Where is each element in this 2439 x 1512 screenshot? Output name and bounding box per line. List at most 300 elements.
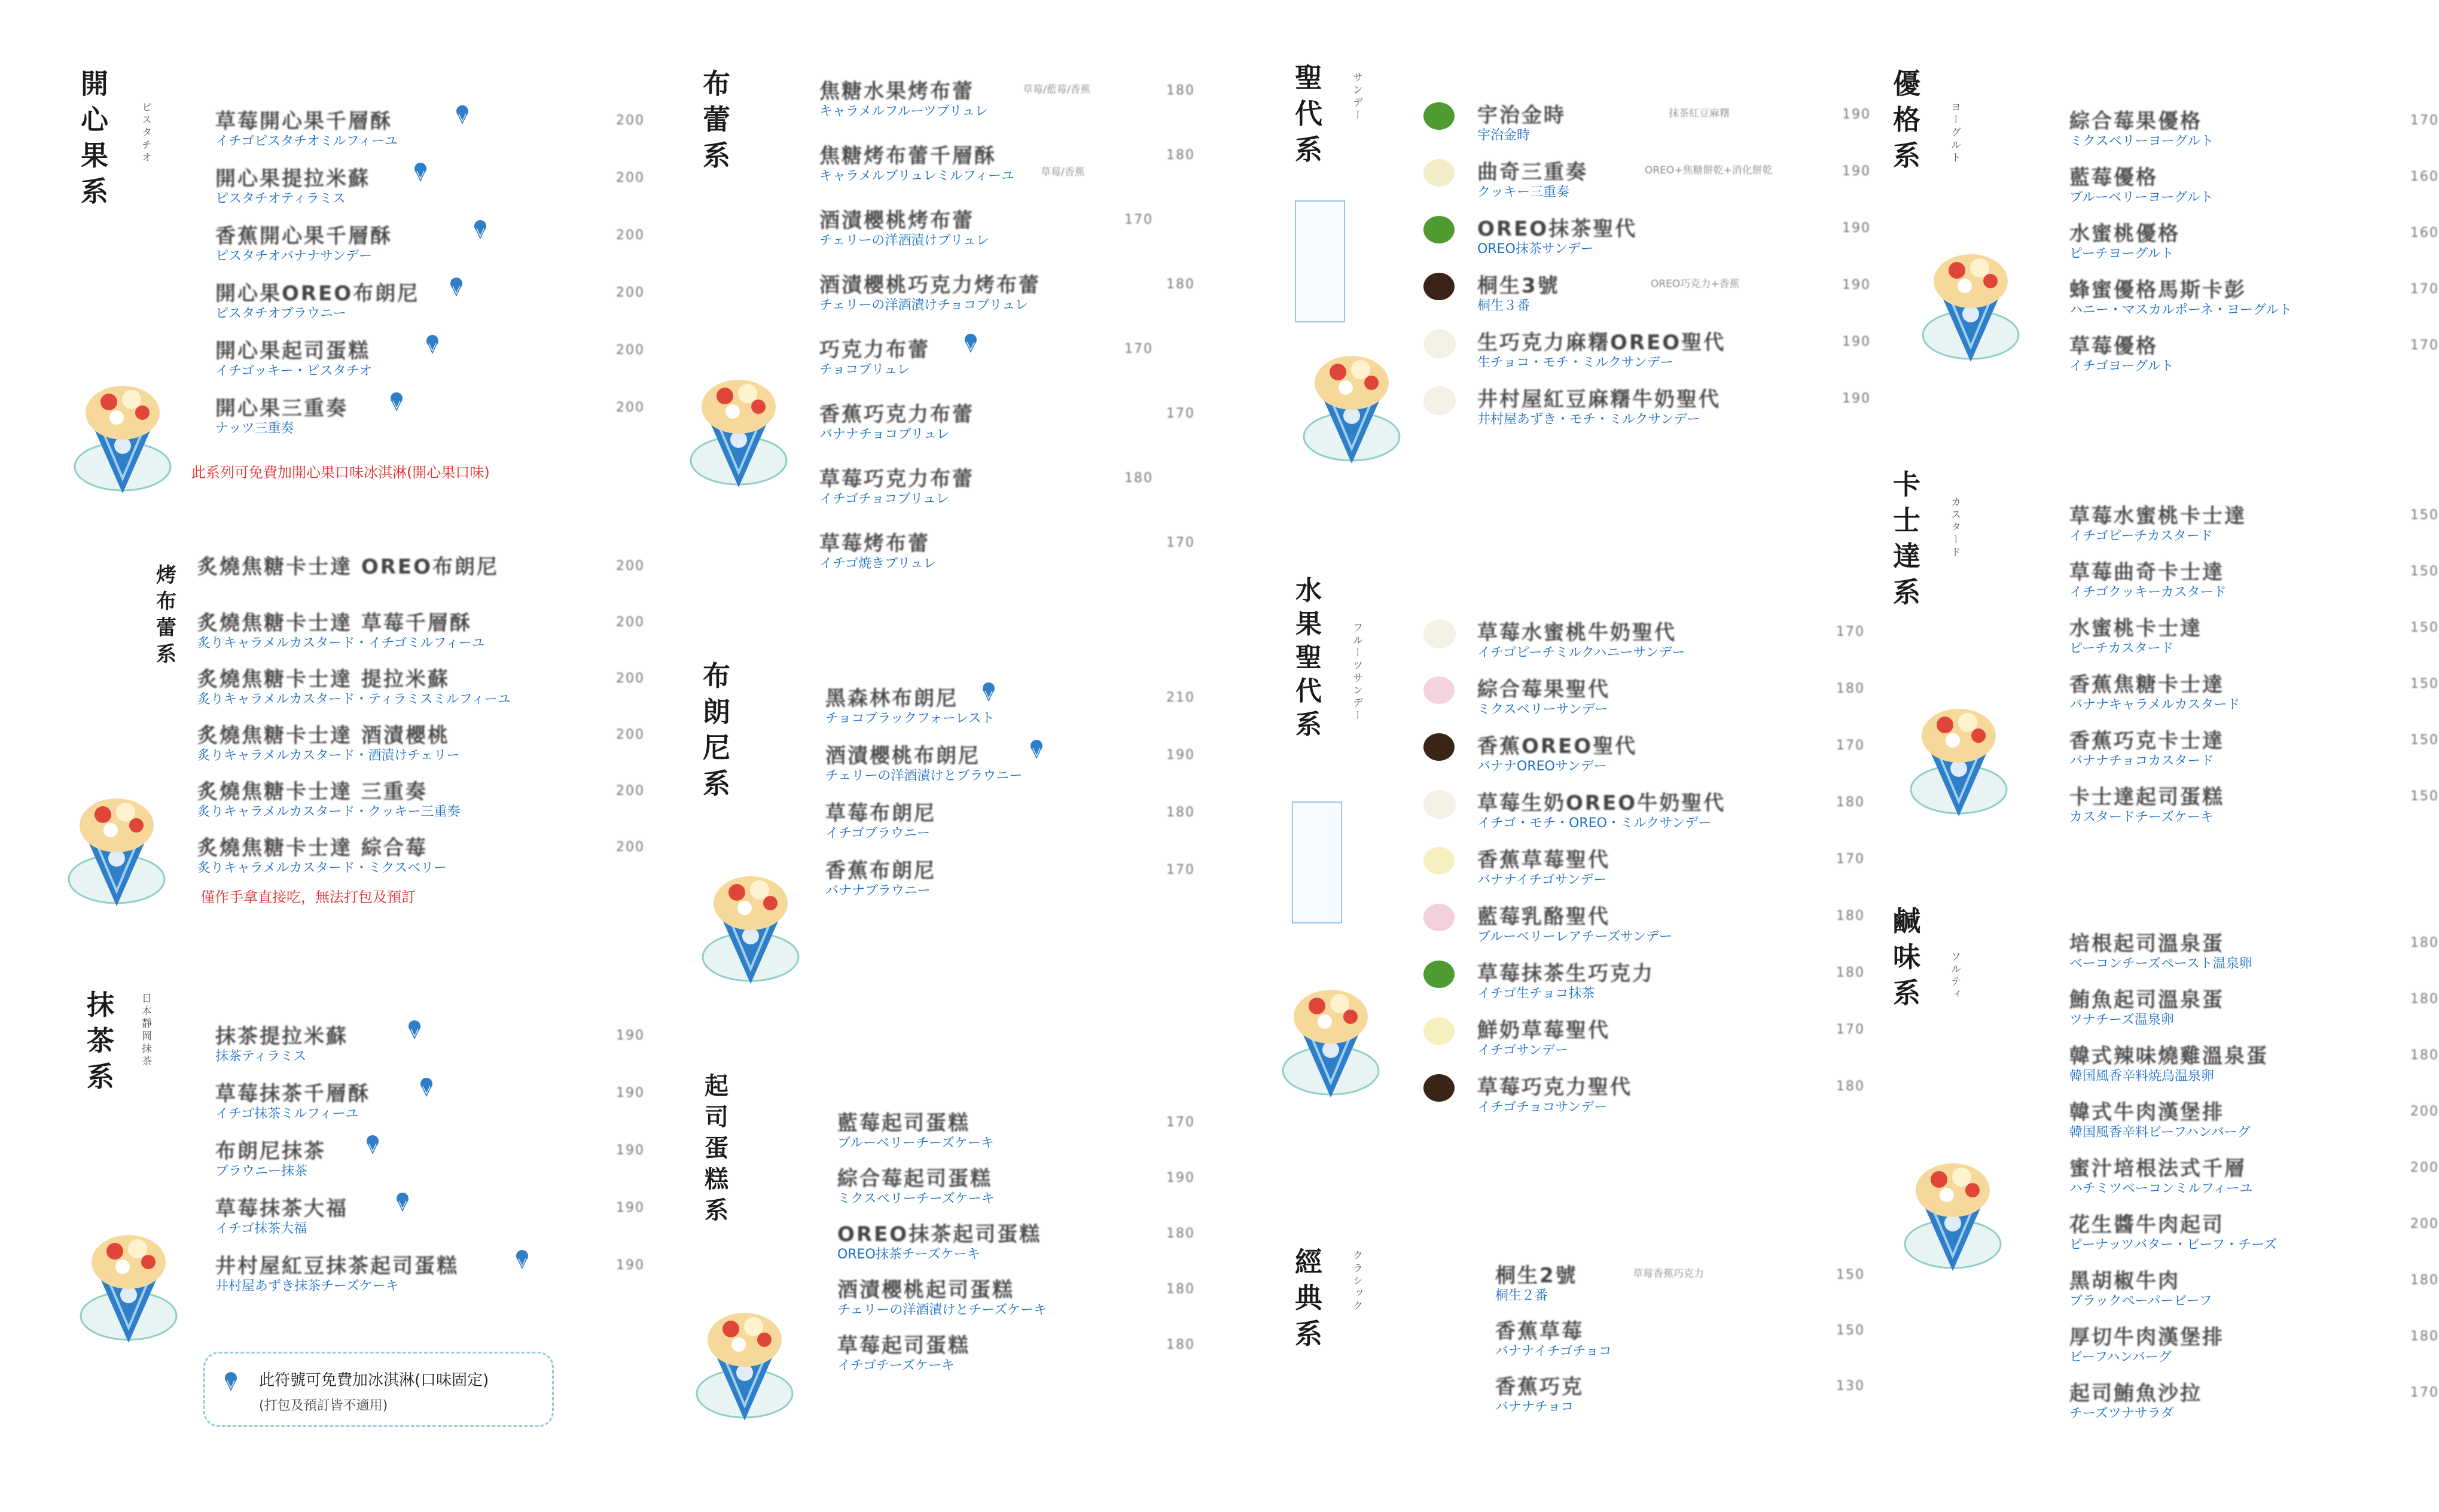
title-char: 系: [87, 1060, 114, 1093]
item-note: 草莓/香蕉: [1041, 166, 1085, 178]
title-char: 系: [703, 767, 730, 800]
item-price: 130: [1836, 1379, 1865, 1394]
item-price: 170: [2410, 1385, 2439, 1400]
title-char: 系: [705, 1196, 728, 1224]
section-subtitle: サンデー: [1350, 72, 1362, 122]
title-char: 抹: [87, 989, 114, 1021]
item-price: 200: [616, 170, 645, 185]
menu-item[interactable]: [2069, 1377, 2439, 1433]
item-name: 草莓抹茶生巧克力: [1477, 962, 1654, 986]
ice-cream-icon: [425, 334, 440, 355]
item-price: 180: [2410, 1329, 2439, 1344]
section-subtitle: フルーツサンデー: [1350, 622, 1362, 723]
section-note: 此系列可免費加開心果口味冰淇淋(開心果口味): [191, 464, 490, 481]
item-name: OREO抹茶聖代: [1477, 217, 1638, 241]
menu-item[interactable]: [825, 739, 1280, 797]
item-price: 170: [1836, 738, 1865, 753]
item-jp: イチゴチョコサンデー: [1477, 1100, 1608, 1115]
menu-item[interactable]: [2069, 556, 2439, 612]
item-price: 150: [2410, 508, 2439, 523]
menu-item[interactable]: [825, 854, 1280, 912]
menu-item[interactable]: [837, 1218, 1280, 1273]
menu-item[interactable]: [215, 162, 646, 220]
item-name: 藍莓乳酪聖代: [1477, 905, 1610, 929]
item-jp: バナナキャラメルカスタード: [2069, 697, 2240, 712]
item-name: 開心果OREO布朗尼: [215, 282, 420, 306]
item-price: 180: [1836, 795, 1865, 810]
crepe-illustration: [1920, 233, 2022, 365]
item-name: 井村屋紅豆抹茶起司蛋糕: [215, 1254, 459, 1278]
menu-item[interactable]: [197, 831, 652, 888]
item-name: 藍莓優格: [2069, 166, 2158, 190]
item-jp: イチゴ生チョコ抹茶: [1477, 986, 1595, 1001]
item-price: 180: [1166, 1337, 1195, 1352]
menu-item[interactable]: [215, 1077, 646, 1135]
item-name: 酒漬櫻桃起司蛋糕: [837, 1278, 1014, 1302]
menu-item[interactable]: [1477, 212, 1896, 269]
menu-item[interactable]: [2069, 724, 2439, 781]
item-jp: イチゴ抹茶大福: [215, 1221, 307, 1236]
flavor-dot: [1423, 676, 1455, 704]
item-price: 190: [1166, 1170, 1195, 1185]
item-price: 180: [2410, 1273, 2439, 1288]
ice-cream-icon: [963, 333, 978, 353]
section-subtitle: カスタード: [1949, 496, 1961, 559]
title-char: 鹹: [1893, 905, 1920, 937]
menu-item[interactable]: [837, 1106, 1280, 1162]
title-char: 系: [1295, 1318, 1322, 1350]
menu-item[interactable]: [2069, 161, 2439, 217]
section-subtitle: ソルティ: [1949, 951, 1961, 1001]
title-char: 布: [703, 68, 730, 100]
menu-item[interactable]: [825, 797, 1280, 854]
section-title: [1890, 903, 1923, 1011]
menu-item[interactable]: [2069, 330, 2439, 386]
item-jp: カスタードチーズケーキ: [2069, 810, 2214, 825]
item-price: 190: [616, 1143, 645, 1158]
item-jp: 宇治金時: [1477, 128, 1531, 143]
menu-item[interactable]: [197, 775, 652, 831]
item-name: 曲奇三重奏: [1477, 160, 1588, 184]
menu-item[interactable]: [2069, 217, 2439, 273]
item-price: 210: [1166, 690, 1195, 705]
item-price: 160: [2410, 225, 2439, 240]
title-char: 果: [81, 139, 108, 172]
sandae-info-box: [1295, 200, 1345, 322]
section-title: [150, 562, 183, 667]
item-note: 抹茶紅豆麻糬: [1669, 108, 1730, 120]
menu-item[interactable]: [1477, 1014, 1896, 1071]
item-name: 草莓起司蛋糕: [837, 1334, 970, 1358]
item-price: 200: [616, 285, 645, 300]
item-name: 草莓抹茶大福: [215, 1197, 348, 1221]
item-name: 草莓烤布蕾: [819, 532, 930, 556]
menu-item[interactable]: [215, 1020, 646, 1077]
title-char: 士: [1893, 504, 1920, 536]
ice-cream-icon: [981, 682, 996, 702]
crepe-illustration: [1908, 688, 2010, 819]
item-name: 酒漬櫻桃巧克力烤布蕾: [819, 273, 1041, 297]
menu-item[interactable]: [1495, 1315, 1890, 1370]
item-list: [215, 105, 646, 449]
item-price: 170: [2410, 282, 2439, 297]
title-char: 聖: [1295, 642, 1322, 673]
menu-item[interactable]: [2069, 1040, 2439, 1096]
item-name: 草莓抹茶千層酥: [215, 1082, 370, 1106]
flavor-dot: [1423, 1074, 1455, 1102]
item-jp: 井村屋あずき・モチ・ミルクサンデー: [1477, 412, 1700, 427]
menu-item[interactable]: [1495, 1259, 1890, 1315]
item-name: 炙燒焦糖卡士達 草莓千層酥: [197, 611, 472, 635]
item-price: 170: [1166, 1115, 1195, 1130]
item-jp: チェリーの洋酒漬けブリュレ: [819, 233, 989, 248]
item-price: 180: [1166, 148, 1195, 163]
item-price: 170: [2410, 338, 2439, 353]
menu-item[interactable]: [2069, 499, 2439, 556]
item-note: 草莓香蕉巧克力: [1633, 1268, 1704, 1280]
title-char: 經: [1295, 1246, 1322, 1278]
item-price: 180: [1166, 83, 1195, 98]
item-price: 180: [2410, 1048, 2439, 1063]
item-name: 黑胡椒牛肉: [2069, 1269, 2180, 1293]
menu-item[interactable]: [1477, 673, 1896, 730]
flavor-dot: [1423, 386, 1456, 415]
item-jp: イチゴサンデー: [1477, 1043, 1569, 1058]
flavor-dot: [1423, 847, 1455, 874]
title-char: 代: [1295, 676, 1322, 706]
title-char: 果: [1295, 609, 1322, 639]
menu-item[interactable]: [1477, 616, 1896, 673]
menu-item[interactable]: [215, 1135, 646, 1192]
item-jp: バナナイチゴサンデー: [1477, 873, 1607, 888]
menu-item[interactable]: [215, 392, 646, 449]
menu-item[interactable]: [215, 334, 646, 392]
item-name: 香蕉巧克力布蕾: [819, 403, 974, 426]
item-list: [197, 550, 652, 888]
menu-item[interactable]: [2069, 1264, 2439, 1321]
item-jp: ナッツ三重奏: [215, 421, 294, 436]
item-price: 170: [1166, 862, 1195, 877]
item-jp: 炙りキャラメルカスタード・ティラミスミルフィーユ: [197, 692, 511, 707]
flavor-dot: [1423, 904, 1455, 931]
item-jp: バナナチョコブリュレ: [819, 427, 950, 442]
item-jp: ハチミツベーコンミルフィーユ: [2069, 1181, 2253, 1196]
section-title: [1292, 60, 1325, 167]
menu-item[interactable]: [197, 606, 652, 663]
section-subtitle: ヨーグルト: [1949, 102, 1961, 164]
item-name: 焦糖烤布蕾千層酥: [819, 144, 996, 168]
menu-item[interactable]: [215, 1249, 646, 1307]
item-jp: ブルーベリーヨーグルト: [2069, 190, 2214, 205]
item-price: 150: [1836, 1267, 1865, 1282]
item-name: 香蕉草莓聖代: [1477, 848, 1610, 872]
item-name: 酒漬櫻桃烤布蕾: [819, 209, 974, 233]
section-title: [84, 987, 117, 1095]
item-price: 200: [616, 113, 645, 128]
menu-item[interactable]: [2069, 612, 2439, 668]
menu-item[interactable]: [1477, 900, 1896, 957]
item-price: 160: [2410, 169, 2439, 184]
section-title: [1292, 1244, 1325, 1352]
menu-item[interactable]: [1477, 383, 1896, 440]
menu-item[interactable]: [1477, 730, 1896, 787]
legend-text: 此符號可免費加冰淇淋(口味固定): [259, 1371, 489, 1389]
item-jp: イチゴピーチカスタード: [2069, 529, 2213, 544]
item-jp: ピスタチオティラミス: [215, 191, 346, 206]
item-jp: ブルーベリーレアチーズサンデー: [1477, 929, 1673, 944]
menu-item[interactable]: [197, 663, 652, 719]
menu-item[interactable]: [837, 1162, 1280, 1218]
item-jp: 桐生２番: [1495, 1288, 1548, 1303]
menu-item[interactable]: [837, 1273, 1280, 1329]
item-note: OREO巧克力+香蕉: [1651, 278, 1740, 290]
menu-item[interactable]: [825, 682, 1280, 739]
item-jp: バナナチョコ: [1495, 1400, 1574, 1415]
item-name: 草莓優格: [2069, 334, 2158, 358]
crepe-illustration: [1280, 969, 1382, 1101]
item-jp: ブルーベリーチーズケーキ: [837, 1136, 995, 1151]
item-price: 200: [616, 559, 645, 574]
item-jp: チェリーの洋酒漬けとブラウニー: [825, 769, 1023, 784]
title-char: 系: [1893, 977, 1920, 1009]
item-price: 190: [1842, 221, 1871, 236]
item-name: 韓式辣味燒雞溫泉蛋: [2069, 1044, 2269, 1068]
title-char: 系: [1295, 709, 1322, 740]
menu-item[interactable]: [1477, 99, 1896, 156]
menu-item[interactable]: [197, 719, 652, 775]
menu-item[interactable]: [2069, 983, 2439, 1040]
flavor-dot: [1423, 159, 1455, 187]
menu-item[interactable]: [1477, 269, 1896, 326]
item-jp: チェリーの洋酒漬けとチーズケーキ: [837, 1303, 1047, 1318]
item-price: 180: [1166, 1226, 1195, 1241]
item-jp: 炙りキャラメルカスタード・ミクスベリー: [197, 861, 447, 876]
item-name: 炙燒焦糖卡士達 提拉米蘇: [197, 667, 450, 691]
flavor-dot: [1423, 961, 1455, 988]
item-price: 190: [1842, 391, 1871, 406]
item-name: 炙燒焦糖卡士達 三重奏: [197, 780, 428, 804]
item-price: 200: [616, 727, 645, 742]
menu-item[interactable]: [2069, 668, 2439, 724]
item-jp: イチゴチョコブリュレ: [819, 492, 949, 507]
ice-cream-icon: [223, 1371, 239, 1392]
item-jp: イチゴピスタチオミルフィーユ: [215, 134, 398, 149]
item-jp: イチゴッキー・ピスタチオ: [215, 364, 373, 379]
item-price: 200: [616, 400, 645, 415]
ice-cream-icon: [514, 1249, 530, 1270]
item-name: 桐生2號: [1495, 1264, 1578, 1288]
item-price: 190: [616, 1200, 645, 1215]
menu-item[interactable]: [2069, 927, 2439, 983]
item-jp: ピスタチオバナナサンデー: [215, 249, 373, 264]
item-jp: 井村屋あずき抹茶チーズケーキ: [215, 1279, 399, 1294]
item-note: 草莓/藍莓/香蕉: [1023, 84, 1091, 96]
item-price: 180: [1836, 681, 1865, 696]
title-char: 布: [703, 660, 730, 692]
menu-item[interactable]: [2069, 781, 2439, 837]
item-price: 200: [2410, 1104, 2439, 1119]
flavor-dot: [1423, 216, 1455, 243]
item-price: 170: [1166, 535, 1195, 550]
title-char: 系: [1295, 133, 1322, 166]
item-price: 200: [616, 228, 645, 243]
flavor-dot: [1423, 790, 1456, 819]
title-char: 朗: [703, 696, 730, 728]
menu-item[interactable]: [2069, 1208, 2439, 1264]
item-name: 藍莓起司蛋糕: [837, 1111, 970, 1135]
item-price: 190: [1842, 107, 1871, 122]
menu-item[interactable]: [215, 105, 646, 162]
section-subtitle: ピスタチオ: [139, 102, 151, 164]
menu-item[interactable]: [215, 1192, 646, 1249]
item-jp: ブラックペーパービーフ: [2069, 1294, 2212, 1309]
crepe-illustration: [66, 778, 167, 909]
legend-subtext: (打包及預訂皆不適用): [259, 1398, 388, 1413]
item-jp: ベーコンチーズペースト温泉卵: [2069, 956, 2252, 971]
item-list: [2069, 105, 2439, 386]
item-jp: クッキー三重奏: [1477, 185, 1570, 200]
crepe-illustration: [72, 365, 173, 496]
menu-item[interactable]: [2069, 273, 2439, 330]
item-price: 170: [1836, 1022, 1865, 1037]
menu-item[interactable]: [197, 550, 652, 606]
item-note: OREO+焦糖餅乾+消化餅乾: [1645, 164, 1773, 176]
title-char: 典: [1295, 1282, 1322, 1314]
item-jp: キャラメルブリュレミルフィーユ: [819, 169, 1015, 184]
section-title: [700, 658, 733, 801]
title-char: 心: [81, 103, 108, 136]
flavor-dot: [1423, 330, 1456, 358]
item-name: 開心果提拉米蘇: [215, 167, 370, 191]
item-price: 150: [2410, 789, 2439, 804]
item-jp: 炙りキャラメルカスタード・酒漬けチェリー: [197, 748, 460, 763]
menu-panel-2: [598, 0, 1226, 1512]
ice-cream-icon: [472, 220, 488, 240]
item-name: 炙燒焦糖卡士達 酒漬櫻桃: [197, 724, 450, 748]
item-list: [825, 682, 1280, 912]
title-char: 系: [703, 139, 730, 172]
item-price: 170: [1836, 624, 1865, 639]
menu-item[interactable]: [1477, 326, 1896, 383]
flavor-dot: [1423, 102, 1455, 130]
item-price: 180: [1836, 909, 1865, 923]
ice-cream-icon: [365, 1135, 380, 1155]
menu-item[interactable]: [837, 1329, 1280, 1385]
item-list: [2069, 927, 2439, 1433]
flavor-dot: [1423, 620, 1456, 648]
crepe-illustration: [688, 359, 789, 490]
title-char: 司: [705, 1103, 728, 1131]
item-price: 170: [2410, 113, 2439, 128]
menu-item[interactable]: [1477, 1071, 1896, 1127]
item-name: 開心果三重奏: [215, 397, 348, 420]
menu-item[interactable]: [215, 220, 646, 277]
item-jp: 生チョコ・モチ・ミルクサンデー: [1477, 355, 1673, 370]
title-char: 水: [1295, 575, 1322, 606]
item-jp: イチゴピーチミルクハニーサンデー: [1477, 645, 1685, 660]
item-price: 150: [2410, 733, 2439, 748]
item-jp: イチゴブラウニー: [825, 826, 931, 841]
item-name: 抹茶提拉米蘇: [215, 1025, 348, 1048]
section-subtitle: クラシック: [1350, 1250, 1362, 1313]
section-title: [78, 66, 111, 209]
item-price: 180: [1836, 965, 1865, 980]
item-price: 180: [1836, 1079, 1865, 1094]
section-title: [1890, 66, 1923, 173]
item-name: 培根起司溫泉蛋: [2069, 932, 2224, 956]
title-char: 起: [705, 1072, 728, 1100]
item-name: 炙燒焦糖卡士達 綜合莓: [197, 836, 428, 860]
menu-item[interactable]: [1477, 957, 1896, 1014]
item-name: OREO抹茶起司蛋糕: [837, 1223, 1042, 1246]
menu-item[interactable]: [2069, 1152, 2439, 1208]
ice-cream-icon: [419, 1077, 434, 1098]
item-name: 草莓生奶OREO牛奶聖代: [1477, 791, 1726, 815]
item-price: 170: [1124, 342, 1153, 356]
crepe-illustration: [694, 1292, 795, 1423]
item-price: 170: [1166, 406, 1195, 421]
crepe-illustration: [1301, 335, 1403, 467]
item-price: 200: [2410, 1160, 2439, 1175]
ice-cream-icon: [413, 162, 428, 182]
item-name: 香蕉草莓: [1495, 1319, 1584, 1343]
item-price: 180: [2410, 935, 2439, 950]
section-title: [1890, 467, 1923, 610]
menu-item[interactable]: [2069, 1096, 2439, 1152]
item-jp: キャラメルフルーツブリュレ: [819, 104, 989, 119]
item-jp: ミクスベリーヨーグルト: [2069, 134, 2214, 149]
ice-cream-icon: [389, 392, 404, 412]
item-price: 190: [1842, 278, 1871, 292]
item-price: 200: [616, 343, 645, 358]
item-jp: イチゴ焼きブリュレ: [819, 556, 937, 571]
menu-item[interactable]: [2069, 105, 2439, 161]
flavor-dot: [1423, 733, 1455, 761]
title-char: 代: [1295, 97, 1322, 130]
item-jp: ハニー・マスカルポーネ・ヨーグルト: [2069, 303, 2292, 318]
title-char: 烤: [156, 563, 176, 587]
menu-item[interactable]: [1477, 787, 1896, 843]
ice-cream-icon: [1029, 739, 1044, 760]
title-char: 開: [81, 68, 108, 100]
item-name: 草莓水蜜桃卡士達: [2069, 504, 2246, 528]
item-price: 150: [2410, 564, 2439, 579]
ice-cream-icon: [407, 1020, 422, 1040]
menu-item[interactable]: [215, 277, 646, 334]
item-price: 190: [1166, 748, 1195, 763]
item-jp: 韓国風香辛料ビーフハンバーグ: [2069, 1125, 2251, 1140]
title-char: 卡: [1893, 468, 1920, 501]
item-jp: ピーナッツバター・ビーフ・チーズ: [2069, 1237, 2278, 1252]
crepe-illustration: [78, 1214, 179, 1346]
menu-item[interactable]: [1477, 843, 1896, 900]
title-char: 系: [1893, 576, 1920, 608]
item-jp: バナナブラウニー: [825, 883, 931, 898]
menu-item[interactable]: [1477, 156, 1896, 212]
item-jp: ピーチカスタード: [2069, 641, 2174, 656]
title-char: 蕾: [703, 103, 730, 136]
flavor-dot: [1423, 1017, 1455, 1045]
item-name: 水蜜桃卡士達: [2069, 617, 2202, 641]
crepe-illustration: [1902, 1142, 2004, 1274]
menu-item[interactable]: [1495, 1370, 1890, 1426]
item-name: 桐生3號: [1477, 274, 1560, 298]
item-name: 厚切牛肉漢堡排: [2069, 1325, 2224, 1349]
item-price: 180: [1124, 471, 1153, 486]
item-name: 草莓水蜜桃牛奶聖代: [1477, 621, 1676, 645]
menu-item[interactable]: [2069, 1321, 2439, 1377]
item-name: 井村屋紅豆麻糬牛奶聖代: [1477, 388, 1721, 411]
